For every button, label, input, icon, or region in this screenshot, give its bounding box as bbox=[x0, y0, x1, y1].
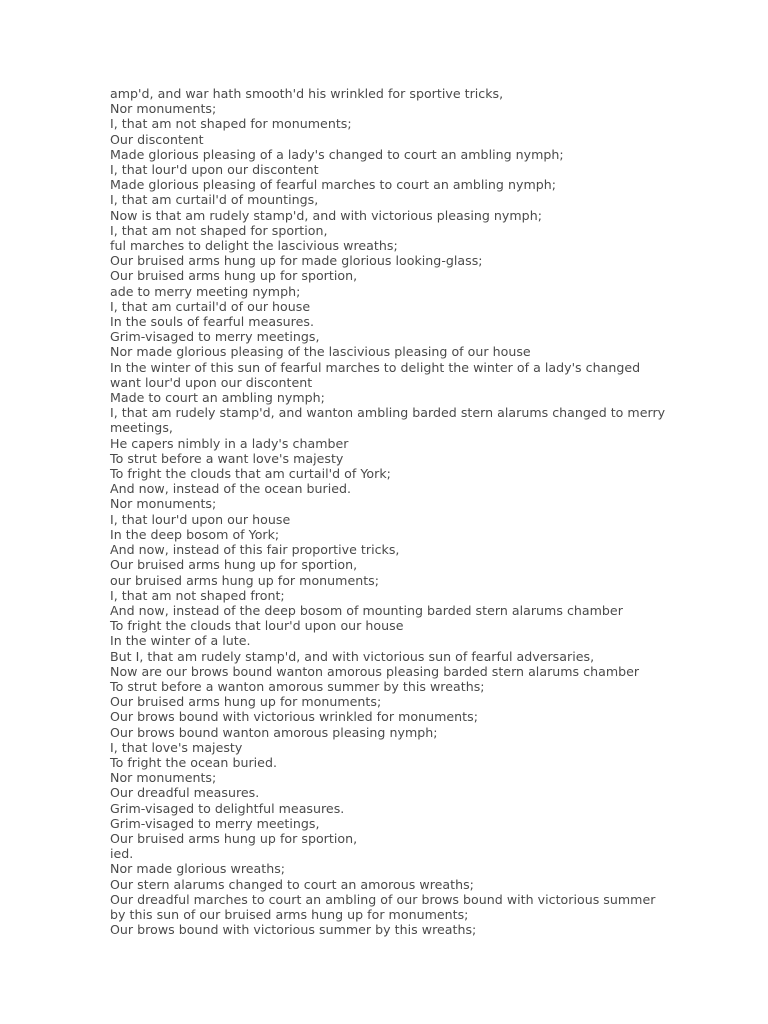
text-line: Our bruised arms hung up for made glorious looking-glass; bbox=[110, 253, 483, 269]
text-line: Grim-visaged to merry meetings, bbox=[110, 329, 320, 345]
text-line: To fright the ocean buried. bbox=[110, 754, 277, 770]
text-line: To fright the clouds that lour'd upon our house bbox=[110, 618, 404, 634]
text-line: I, that am curtail'd of our house bbox=[110, 298, 311, 314]
document-body bbox=[110, 86, 670, 937]
text-line: Nor made glorious pleasing of the lascivious pleasing of our house bbox=[110, 344, 531, 360]
text-line: Our stern alarums changed to court an amorous wreaths; bbox=[110, 876, 474, 892]
text-line: Made glorious pleasing of fearful marches to court an ambling nymph; bbox=[110, 177, 557, 193]
text-line: Nor monuments; bbox=[110, 770, 217, 786]
text-line: amp'd, and war hath smooth'd his wrinkled for sportive tricks, bbox=[110, 86, 504, 101]
text-line: To strut before a want love's majesty bbox=[110, 450, 344, 466]
text-line: Grim-visaged to merry meetings, bbox=[110, 815, 320, 831]
text-line: In the winter of a lute. bbox=[110, 633, 251, 649]
text-line: And now, instead of this fair proportive tricks, bbox=[110, 542, 400, 558]
text-line: Our bruised arms hung up for monuments; bbox=[110, 694, 382, 710]
text-line: Our brows bound with victorious wrinkled for monuments; bbox=[110, 709, 478, 725]
text-line: I, that love's majesty bbox=[110, 739, 243, 755]
text-line: Made to court an ambling nymph; bbox=[110, 390, 325, 406]
text-line: I, that lour'd upon our house bbox=[110, 511, 291, 527]
text-line: want lour'd upon our discontent bbox=[110, 374, 313, 390]
text-line: I, that lour'd upon our discontent bbox=[110, 162, 319, 178]
text-line: He capers nimbly in a lady's chamber bbox=[110, 435, 349, 451]
text-line: In the souls of fearful measures. bbox=[110, 314, 314, 330]
text-line: And now, instead of the ocean buried. bbox=[110, 481, 352, 497]
text-line: And now, instead of the deep bosom of mounting barded stern alarums chamber bbox=[110, 602, 623, 618]
text-line: ade to merry meeting nymph; bbox=[110, 283, 301, 299]
text-line: ful marches to delight the lascivious wreaths; bbox=[110, 238, 398, 254]
text-line: by this sun of our bruised arms hung up for monuments; bbox=[110, 906, 469, 922]
text-line: Our bruised arms hung up for sportion, bbox=[110, 830, 358, 846]
text-line: Our bruised arms hung up for sportion, bbox=[110, 557, 358, 573]
text-line: But I, that am rudely stamp'd, and with victorious sun of fearful adversaries, bbox=[110, 648, 595, 664]
text-line: To strut before a wanton amorous summer by this wreaths; bbox=[110, 678, 485, 694]
text-line: I, that am rudely stamp'd, and wanton ambling barded stern alarums changed to merry meetings, bbox=[110, 405, 666, 436]
text-line: Nor monuments; bbox=[110, 496, 217, 512]
text-line: ied. bbox=[110, 846, 134, 862]
text-line: Now is that am rudely stamp'd, and with victorious pleasing nymph; bbox=[110, 207, 542, 223]
text-line: Our dreadful measures. bbox=[110, 785, 260, 801]
text-line: Made glorious pleasing of a lady's changed to court an ambling nymph; bbox=[110, 146, 564, 162]
text-line: Nor made glorious wreaths; bbox=[110, 861, 286, 877]
text-line: In the winter of this sun of fearful marches to delight the winter of a lady's changed bbox=[110, 359, 641, 375]
text-line: Our bruised arms hung up for sportion, bbox=[110, 268, 358, 284]
text-line: Nor monuments; bbox=[110, 101, 217, 117]
text-line: Now are our brows bound wanton amorous pleasing barded stern alarums chamber bbox=[110, 663, 640, 679]
text-line: Our brows bound wanton amorous pleasing nymph; bbox=[110, 724, 438, 740]
text-line: In the deep bosom of York; bbox=[110, 526, 280, 542]
text-line: Our dreadful marches to court an ambling of our brows bound with victorious summer bbox=[110, 891, 656, 907]
text-line: Our discontent bbox=[110, 131, 204, 147]
text-line: I, that am not shaped front; bbox=[110, 587, 285, 603]
text-line: our bruised arms hung up for monuments; bbox=[110, 572, 380, 588]
text-line: I, that am curtail'd of mountings, bbox=[110, 192, 319, 208]
text-line: Grim-visaged to delightful measures. bbox=[110, 800, 345, 816]
text-line: To fright the clouds that am curtail'd of York; bbox=[110, 466, 391, 482]
text-line: Our brows bound with victorious summer by this wreaths; bbox=[110, 922, 477, 938]
text-line: I, that am not shaped for sportion, bbox=[110, 222, 328, 238]
text-line: I, that am not shaped for monuments; bbox=[110, 116, 352, 132]
